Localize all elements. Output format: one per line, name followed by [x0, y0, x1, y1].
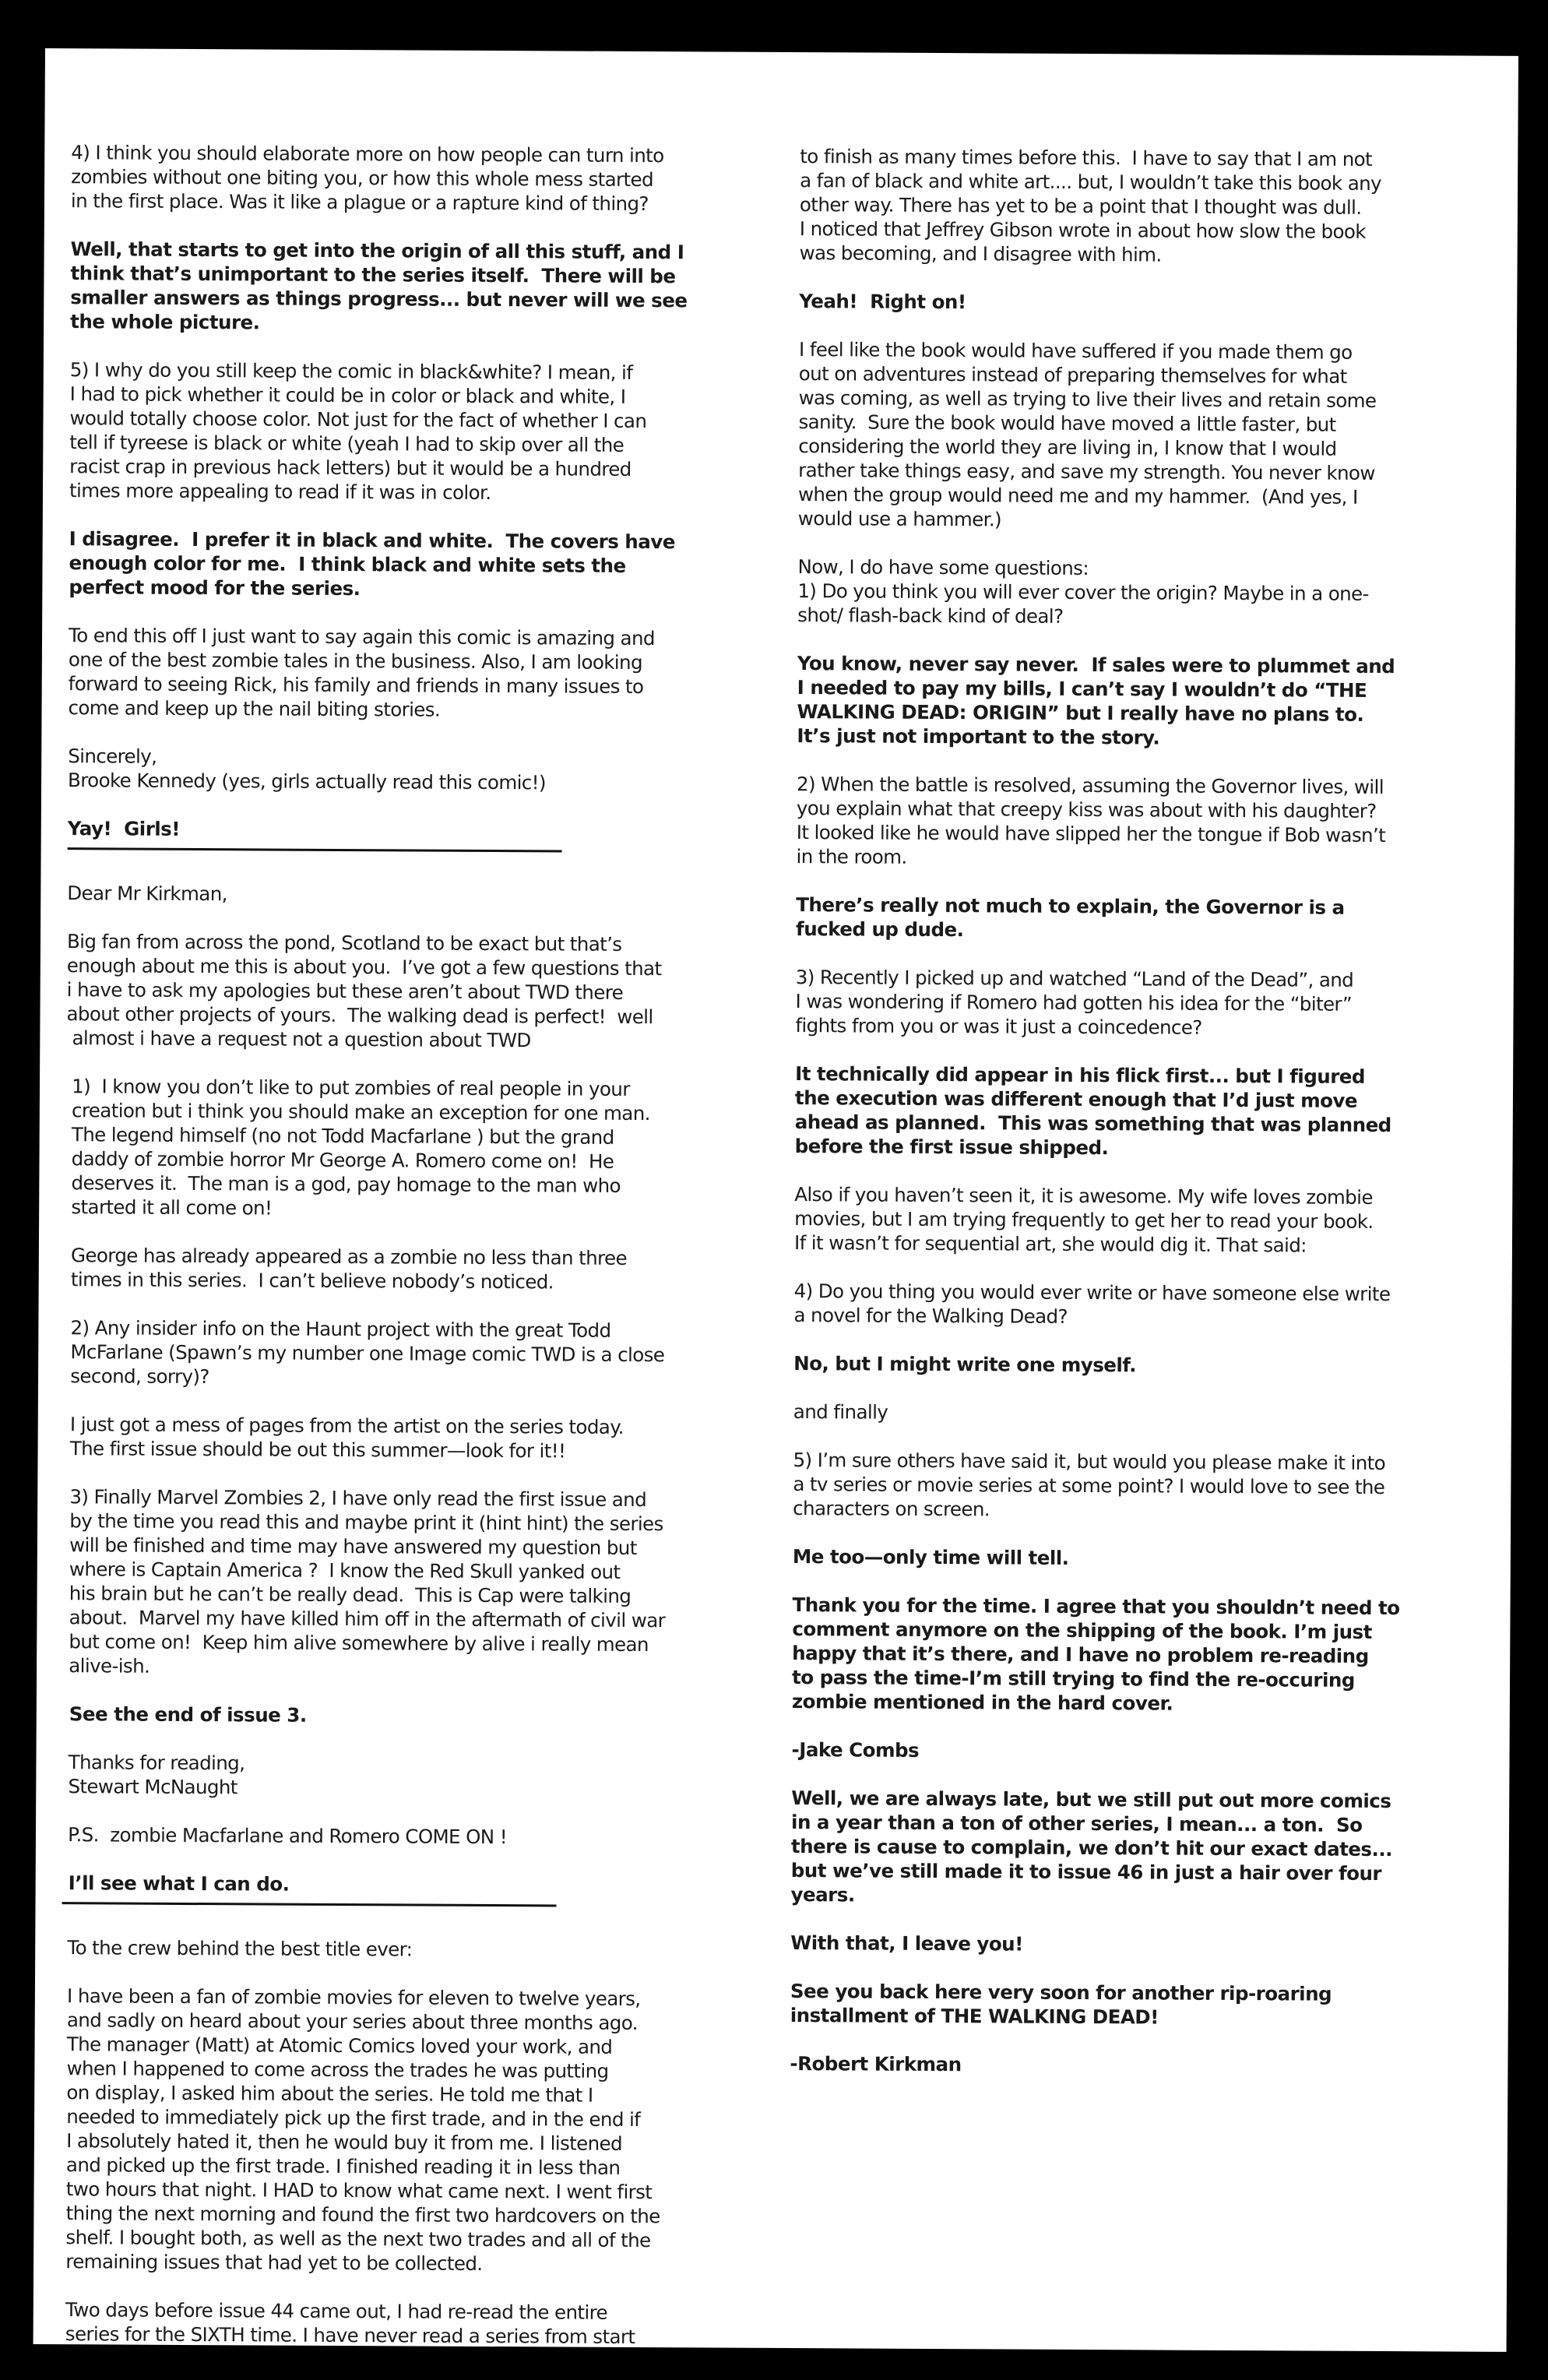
text-line: out on adventures instead of preparing themselves for what: [798, 362, 1347, 388]
editor-reply: [69, 526, 769, 603]
text-line: creation but i think you should make an exception for one man.: [65, 1099, 650, 1125]
letter-paragraph: [67, 881, 768, 909]
text-line: and sadly on heard about your series about three months ago.: [61, 2009, 638, 2035]
text-line: I just got a mess of pages from the artist on the series today.: [64, 1413, 624, 1438]
editor-reply: [790, 1931, 1491, 1959]
text-line: will be finished and time may have answered my question but: [63, 1533, 637, 1560]
text-line: needed to immediately pick up the first trade, and in the end if: [61, 2105, 641, 2132]
letter-paragraph: [797, 555, 1498, 631]
text-line: when I happened to come across the trades he was putting: [61, 2057, 609, 2082]
text-line: smaller answers as things progress... but never will we see: [70, 286, 688, 312]
text-line: I’ll see what I can do.: [62, 1871, 290, 1896]
letter-paragraph: [793, 1279, 1494, 1331]
text-line: Two days before issue 44 came out, I had re-read the entire: [59, 2298, 608, 2324]
text-line: tell if tyreese is black or white (yeah I had to skip over all the: [69, 431, 624, 456]
text-line: Now, I do have some questions:: [797, 555, 1089, 580]
text-line: Well, we are always late, but we still put out more comics: [791, 1787, 1391, 1813]
section-divider: [68, 847, 562, 852]
text-line: I was wondering if Romero had gotten his idea for the “biter”: [795, 990, 1353, 1016]
text-line: alive-ish.: [63, 1654, 150, 1678]
right-column: [790, 144, 1501, 2104]
editor-reply: [790, 2051, 1490, 2079]
text-line: Thank you for the time. I agree that you shouldn’t need to: [792, 1593, 1400, 1620]
text-line: I had to pick whether it could be in color or black and white, I: [69, 382, 626, 408]
text-line: one of the best zombie tales in the business. Also, I am looking: [68, 648, 643, 674]
text-line: about. Marvel my have killed him off in the aftermath of civil war: [63, 1606, 666, 1632]
text-line: series for the SIXTH time. I have never read a series from start: [59, 2322, 635, 2349]
text-line: shelf. I bought both, as well as the next two trades and all of the: [60, 2226, 651, 2252]
letter-paragraph: [69, 357, 771, 506]
text-line: Big fan from across the pond, Scotland to be exact but that’s: [66, 930, 622, 956]
letter-paragraph: [62, 1935, 762, 1963]
text-line: enough about me this is about you. I’ve got a few questions that: [66, 954, 662, 981]
text-line: there is cause to complain, we don’t hit our exact dates...: [790, 1835, 1393, 1861]
text-line: The first issue should be out this summer—look for it!!: [64, 1437, 566, 1463]
text-line: 3) Recently I picked up and watched “Land of the Dead”, and: [795, 966, 1354, 991]
text-line: Brooke Kennedy (yes, girls actually read this comic!): [68, 769, 546, 794]
text-line: I disagree. I prefer it in black and white. The covers have: [69, 527, 675, 554]
editor-reply: [792, 1593, 1493, 1717]
text-line: You know, never say never. If sales were to plummet and: [797, 652, 1395, 678]
letters-page: [33, 48, 1518, 2352]
text-line: Well, that starts to get into the origin of all this stuff, and I: [70, 238, 684, 264]
text-line: thing the next morning and found the first two hardcovers on the: [60, 2202, 660, 2228]
text-line: started it all come on!: [65, 1195, 273, 1220]
text-line: ahead as planned. This was something that was planned: [794, 1111, 1391, 1137]
text-line: deserves it. The man is a god, pay homage to the man who: [65, 1171, 621, 1197]
text-line: years.: [790, 1883, 855, 1906]
text-line: a fan of black and white art.... but, I wouldn’t take this book any: [800, 169, 1382, 195]
editor-reply: [791, 1786, 1493, 1910]
text-line: There’s really not much to explain, the Governor is a: [796, 893, 1345, 919]
text-line: enough color for me. I think black and white sets the: [69, 551, 626, 577]
text-line: WALKING DEAD: ORIGIN” but I really have no plans to.: [797, 700, 1364, 726]
text-line: and finally: [793, 1400, 888, 1424]
text-line: 1) Do you think you will ever cover the origin? Maybe in a one-: [797, 579, 1369, 605]
text-line: daddy of zombie horror Mr George A. Romero come on! He: [65, 1147, 614, 1173]
text-line: fights from you or was it just a coincedence?: [795, 1014, 1202, 1039]
text-line: sanity. Sure the book would have moved a little faster, but: [798, 410, 1336, 436]
editor-reply: [799, 289, 1500, 317]
text-line: Me too—only time will tell.: [792, 1545, 1069, 1569]
text-line: remaining issues that had yet to be collected.: [60, 2250, 483, 2275]
text-line: I feel like the book would have suffered if you made them go: [798, 338, 1353, 364]
text-line: rather take things easy, and save my strength. You never know: [798, 459, 1375, 484]
text-line: times in this series. I can’t believe nobody’s noticed.: [65, 1268, 554, 1294]
text-line: was becoming, and I disagree with him.: [799, 241, 1162, 266]
editor-reply: [796, 892, 1497, 945]
text-line: It looked like he would have slipped her the tongue if Bob wasn’t: [796, 821, 1386, 847]
text-line: It technically did appear in his flick first... but I figured: [795, 1062, 1366, 1088]
section-divider: [62, 1902, 557, 1906]
text-line: I noticed that Jeffrey Gibson wrote in about how slow the book: [799, 217, 1366, 243]
text-line: See you back here very soon for another rip-roaring: [790, 1980, 1332, 2005]
text-line: in the room.: [796, 845, 907, 868]
text-line: McFarlane (Spawn’s my number one Image comic TWD is a close: [65, 1340, 665, 1367]
text-line: 5) I’m sure others have said it, but would you please make it into: [793, 1449, 1386, 1475]
text-line: the execution was different enough that I’d just move: [794, 1086, 1358, 1112]
editor-reply: [70, 237, 772, 337]
letter-paragraph: [62, 1750, 763, 1802]
text-line: The manager (Matt) at Atomic Comics loved your work, and: [61, 2033, 613, 2058]
text-line: by the time you read this and maybe print it (hint hint) the series: [64, 1509, 663, 1536]
text-line: If it wasn’t for sequential art, she would dig it. That said:: [793, 1231, 1307, 1257]
letter-paragraph: [65, 1074, 767, 1223]
letter-paragraph: [65, 1315, 765, 1392]
text-line: almost i have a request not a question about TWD: [66, 1026, 531, 1052]
text-line: was coming, as well as trying to live their lives and retain some: [798, 386, 1377, 412]
text-line: but we’ve still made it to issue 46 in just a hair over four: [790, 1859, 1382, 1885]
editor-reply: [797, 651, 1498, 752]
letter-paragraph: [71, 140, 772, 217]
text-line: -Jake Combs: [791, 1738, 920, 1762]
text-line: Yeah! Right on!: [799, 290, 966, 314]
text-line: To end this off I just want to say again this comic is amazing and: [68, 624, 655, 650]
text-line: 3) Finally Marvel Zombies 2, I have only read the first issue and: [64, 1485, 647, 1512]
text-line: where is Captain America ? I know the Red Skull yanked out: [63, 1558, 621, 1583]
text-line: Also if you haven’t seen it, it is awesome. My wife loves zombie: [794, 1183, 1373, 1209]
text-line: 2) When the battle is resolved, assuming the Governor lives, will: [796, 773, 1384, 799]
text-line: in the first place. Was it like a plague or a rapture kind of thing?: [70, 189, 649, 216]
text-line: Thanks for reading,: [62, 1751, 245, 1775]
letter-paragraph: [794, 1182, 1495, 1259]
text-line: his brain but he can’t be really dead. This is Cap were talking: [63, 1582, 632, 1607]
text-line: P.S. zombie Macfarlane and Romero COME ON !: [62, 1823, 508, 1849]
text-line: considering the world they are living in, I know that I would: [798, 435, 1337, 460]
text-line: forward to seeing Rick, his family and friends in many issues to: [68, 672, 644, 699]
text-line: I needed to pay my bills, I can’t say I wouldn’t do “THE: [797, 676, 1367, 702]
letter-paragraph: [793, 1448, 1493, 1524]
text-line: racist crap in previous hack letters) but it would be a hundred: [69, 455, 632, 481]
text-line: a tv series or movie series at some point? I would love to see the: [793, 1473, 1385, 1499]
text-line: come and keep up the nail biting stories.: [68, 696, 441, 721]
text-line: Sincerely,: [68, 745, 157, 768]
text-line: but come on! Keep him alive somewhere by alive i really mean: [63, 1630, 649, 1656]
text-line: would use a hammer.): [797, 507, 1002, 531]
editor-reply: [68, 816, 769, 844]
text-line: -Robert Kirkman: [790, 2052, 962, 2076]
text-line: With that, I leave you!: [790, 1931, 1023, 1956]
text-line: installment of THE WALKING DEAD!: [790, 2004, 1159, 2029]
text-line: zombie mentioned in the hard cover.: [791, 1690, 1173, 1715]
text-line: you explain what that creepy kiss was about with his daughter?: [796, 797, 1377, 822]
text-line: second, sorry)?: [64, 1364, 209, 1389]
text-line: happy that it’s there, and I have no problem re-reading: [792, 1642, 1369, 1667]
text-line: in a year than a ton of other series, I mean... a ton. So: [791, 1811, 1363, 1836]
text-line: No, but I might write one myself.: [793, 1352, 1137, 1377]
text-line: The legend himself (no not Todd Macfarlane ) but the grand: [65, 1123, 614, 1149]
text-line: George has already appeared as a zombie no less than three: [65, 1244, 628, 1269]
text-line: I absolutely hated it, then he would buy it from me. I listened: [60, 2129, 623, 2155]
editor-reply: [793, 1351, 1494, 1379]
text-line: to finish as many times before this. I have to say that I am not: [800, 145, 1373, 171]
text-line: comment anymore on the shipping of the book. I’m just: [792, 1618, 1372, 1643]
text-line: 4) I think you should elaborate more on how people can turn into: [71, 141, 664, 167]
editor-reply: [790, 1979, 1491, 2031]
letter-paragraph: [62, 1822, 763, 1850]
text-line: See the end of issue 3.: [62, 1702, 307, 1727]
text-line: other way. There has yet to be a point that I thought was dull.: [799, 193, 1362, 219]
text-line: movies, but I am trying frequently to get her to read your book.: [794, 1207, 1374, 1233]
text-line: i have to ask my apologies but these aren’t about TWD there: [66, 978, 624, 1004]
text-line: zombies without one biting you, or how this whole mess started: [71, 165, 654, 192]
letter-paragraph: [63, 1484, 765, 1681]
text-line: the whole picture.: [70, 310, 260, 334]
letter-paragraph: [66, 929, 768, 1054]
text-line: would totally choose color. Not just for the fact of whether I can: [69, 407, 647, 433]
left-column: [59, 140, 772, 2374]
letter-paragraph: [60, 1984, 762, 2277]
editor-reply: [795, 1061, 1497, 1162]
text-line: 1) I know you don’t like to put zombies of real people in your: [65, 1075, 630, 1100]
text-line: to pass the time-I’m still trying to find the re-occuring: [791, 1666, 1355, 1692]
text-line: Dear Mr Kirkman,: [67, 882, 227, 906]
editor-reply: [791, 1737, 1492, 1766]
text-line: a novel for the Walking Dead?: [793, 1304, 1068, 1328]
text-line: I have been a fan of zombie movies for eleven to twelve years,: [61, 1984, 641, 2011]
letter-paragraph: [60, 2297, 761, 2350]
text-line: before the first issue shipped.: [794, 1135, 1109, 1160]
text-line: about other projects of yours. The walking dead is perfect! well: [66, 1002, 653, 1029]
text-line: characters on screen.: [793, 1497, 990, 1521]
letter-paragraph: [798, 337, 1500, 534]
letter-paragraph: [65, 1243, 766, 1295]
text-line: 2) Any insider info on the Haunt project with the great Todd: [65, 1316, 611, 1342]
letter-paragraph: [68, 623, 769, 724]
letter-paragraph: [800, 144, 1501, 269]
text-line: Yay! Girls!: [67, 817, 181, 840]
text-line: think that’s unimportant to the series itself. There will be: [70, 262, 676, 288]
text-line: perfect mood for the series.: [69, 576, 361, 600]
editor-reply: [793, 1544, 1493, 1572]
letter-paragraph: [796, 772, 1497, 872]
text-line: shot/ flash-back kind of deal?: [797, 604, 1064, 628]
letter-paragraph: [795, 965, 1496, 1041]
editor-reply: [62, 1871, 763, 1899]
letter-paragraph: [68, 744, 769, 796]
text-line: on display, I asked him about the series. He told me that I: [61, 2081, 593, 2107]
text-line: 4) Do you thing you would ever write or have someone else write: [793, 1280, 1391, 1306]
text-line: To the crew behind the best title ever:: [62, 1936, 413, 1961]
text-line: fucked up dude.: [796, 917, 964, 942]
text-line: when the group would need me and my hammer. (And yes, I: [797, 483, 1358, 509]
text-line: two hours that night. I HAD to know what came next. I went first: [60, 2178, 653, 2204]
text-line: Stewart McNaught: [62, 1775, 237, 1799]
letter-paragraph: [793, 1399, 1494, 1428]
text-line: It’s just not important to the story.: [797, 724, 1160, 749]
letter-paragraph: [65, 1412, 765, 1464]
text-line: 5) I why do you still keep the comic in black&white? I mean, if: [69, 358, 633, 384]
text-line: and picked up the first trade. I finished reading it in less than: [60, 2153, 621, 2179]
editor-reply: [63, 1702, 764, 1730]
text-line: times more appealing to read if it was in color.: [69, 479, 491, 505]
